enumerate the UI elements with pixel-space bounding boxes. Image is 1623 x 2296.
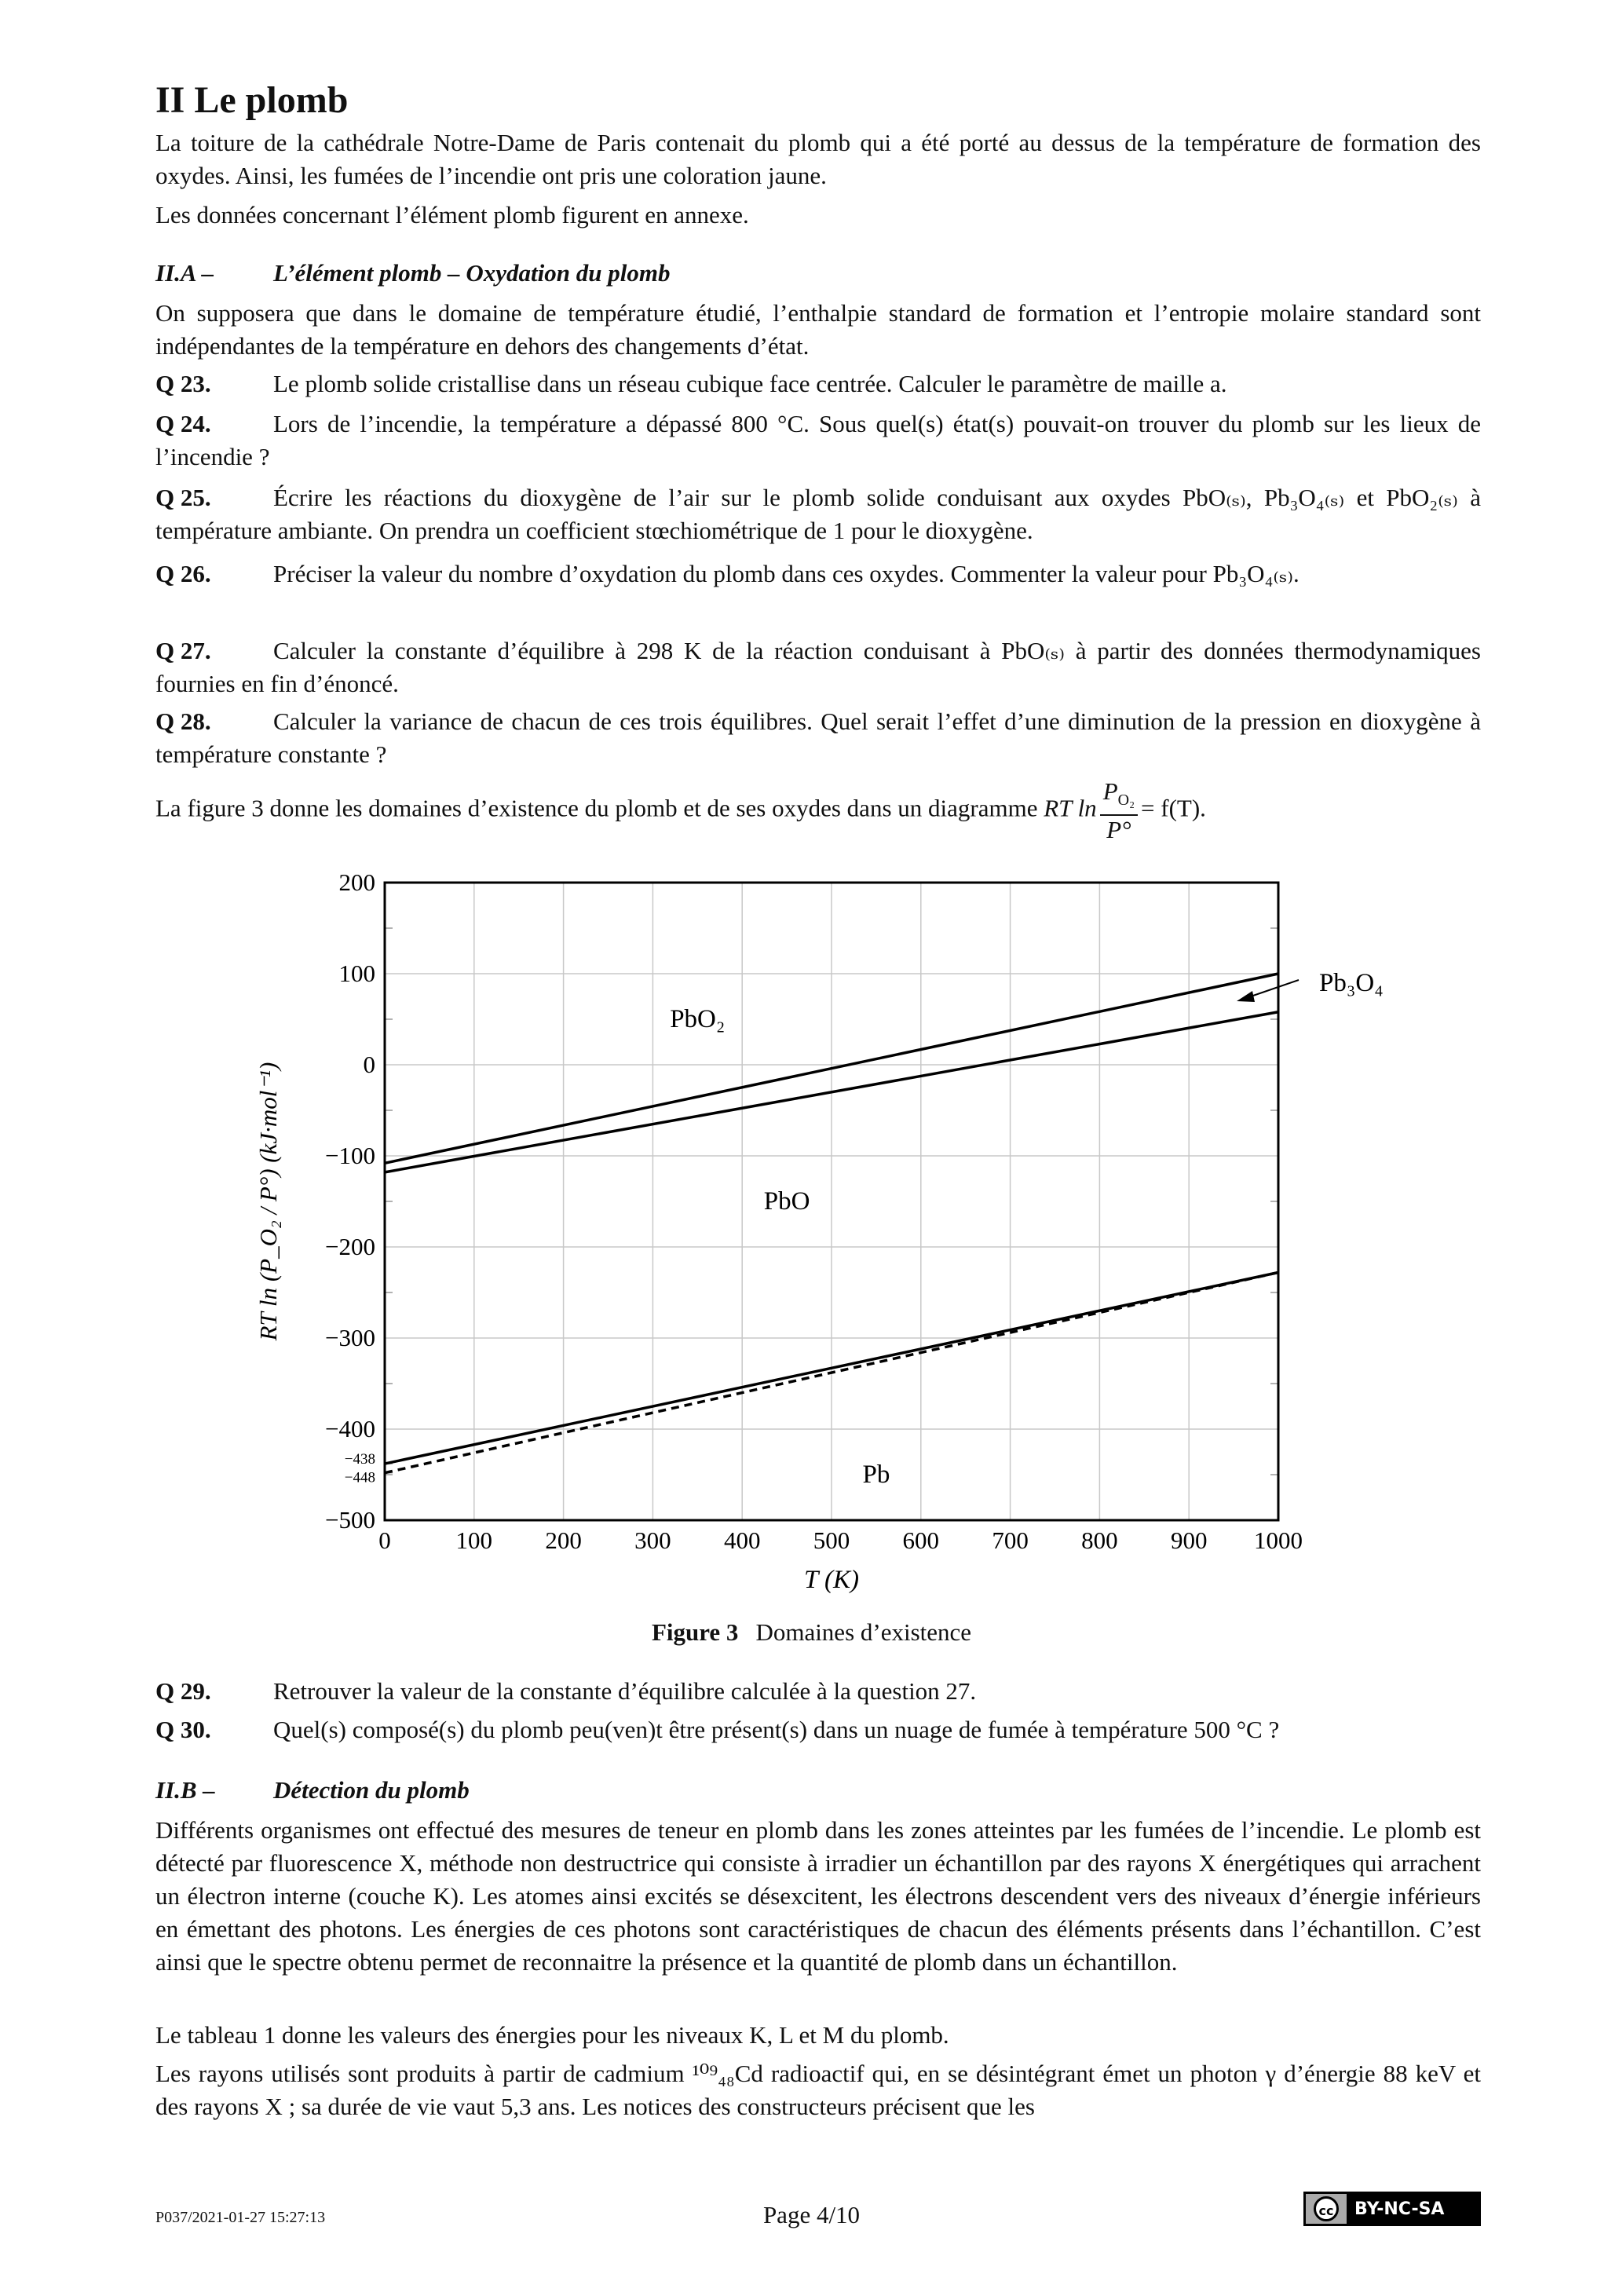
- figure-intro-text: La figure 3 donne les domaines d’existence du plomb et de ses oxydes dans un diagramme: [155, 794, 1038, 822]
- license-badge: [1303, 2192, 1481, 2226]
- y-tick-label: 0: [363, 1051, 375, 1078]
- region-label: PbO₂: [670, 1005, 726, 1033]
- subsection-b-cadmium: Les rayons utilisés sont produits à partir de cadmium ¹⁰⁹₄₈Cd radioactif qui, en se désintégrant émet un photon γ d’énergie 88 keV et des rayons X ; sa durée de vie vaut 5,3 ans. Les notices des constructeurs précisent que les: [155, 2060, 1481, 2120]
- subsection-a-paragraph: On supposera que dans le domaine de température étudié, l’enthalpie standard de formation et l’entropie molaire standard sont indépendantes de la température en dehors des changements d’état.: [155, 299, 1481, 360]
- question-label: Q 26.: [155, 560, 211, 587]
- x-tick-label: 900: [1170, 1526, 1208, 1554]
- question-30: [155, 1713, 1481, 1746]
- subsection-title: L’élément plomb – Oxydation du plomb: [273, 259, 671, 287]
- section-title: II Le plomb: [155, 79, 349, 121]
- annotation-arrow: [1248, 980, 1299, 997]
- x-tick-label: 700: [992, 1526, 1029, 1554]
- y-tick-label: −100: [325, 1142, 375, 1169]
- license-text: BY-NC-SA: [1354, 2199, 1445, 2219]
- question-label: Q 23.: [155, 370, 211, 397]
- figure-label: Figure 3: [651, 1618, 739, 1646]
- x-tick-label: 800: [1081, 1526, 1118, 1554]
- x-tick-label: 0: [378, 1526, 391, 1554]
- question-label: Q 24.: [155, 410, 211, 437]
- question-text: Calculer la constante d’équilibre à 298 K de la réaction conduisant à PbO₍ₛ₎ à partir des données thermodynamiques fournies en fin d’énoncé.: [155, 637, 1481, 697]
- subsection-number: II.A –: [155, 259, 214, 287]
- y-tick-label: −300: [325, 1324, 375, 1351]
- question-label: Q 29.: [155, 1677, 211, 1705]
- y-tick-label: 200: [338, 868, 375, 896]
- formula-denominator: P°: [1106, 816, 1131, 844]
- footer-reference: P037/2021-01-27 15:27:13: [155, 2209, 326, 2226]
- question-text: Retrouver la valeur de la constante d’équilibre calculée à la question 27.: [273, 1677, 977, 1705]
- region-label: Pb: [862, 1461, 890, 1489]
- question-text: Préciser la valeur du nombre d’oxydation du plomb dans ces oxydes. Commenter la valeur pour Pb₃O₄₍ₛ₎.: [273, 560, 1299, 587]
- question-label: Q 27.: [155, 637, 211, 664]
- question-label: Q 25.: [155, 484, 211, 511]
- region-label: PbO: [763, 1187, 810, 1216]
- formula-rt-ln: RT ln: [1044, 794, 1097, 822]
- x-axis-label: T (K): [804, 1566, 859, 1594]
- intro-paragraph-annex: Les données concernant l’élément plomb figurent en annexe.: [155, 201, 749, 229]
- y-extra-tick-label: −448: [344, 1469, 375, 1486]
- x-tick-label: 1000: [1254, 1526, 1303, 1554]
- x-tick-label: 200: [545, 1526, 582, 1554]
- question-text: Écrire les réactions du dioxygène de l’air sur le plomb solide conduisant aux oxydes PbO₍ₛ₎, Pb₃O₄₍ₛ₎ et PbO₂₍ₛ₎ à température ambiante. On prendra un coefficient stœchiométrique de 1 pour le dioxygène.: [155, 484, 1481, 544]
- question-text: Lors de l’incendie, la température a dépassé 800 °C. Sous quel(s) état(s) pouvait-on trouver du plomb sur les lieux de l’incendie ?: [155, 410, 1481, 470]
- arrowhead-icon: [1237, 991, 1255, 1002]
- cc-icon: cc: [1306, 2194, 1347, 2224]
- annotation-label: Pb₃O₄: [1319, 969, 1384, 997]
- question-label: Q 28.: [155, 707, 211, 735]
- question-29: [155, 1675, 1481, 1708]
- figure-caption: [0, 1616, 1623, 1649]
- question-text: Quel(s) composé(s) du plomb peu(ven)t être présent(s) dans un nuage de fumée à température 500 °C ?: [273, 1716, 1280, 1743]
- subsection-title: Détection du plomb: [273, 1776, 470, 1804]
- y-tick-label: −500: [325, 1506, 375, 1534]
- x-tick-label: 300: [634, 1526, 671, 1554]
- x-tick-label: 100: [455, 1526, 493, 1554]
- y-tick-label: −400: [325, 1415, 375, 1442]
- page-number: Page 4/10: [762, 2201, 861, 2228]
- formula-rhs: = f(T).: [1141, 794, 1206, 822]
- x-tick-label: 500: [813, 1526, 850, 1554]
- question-text: Le plomb solide cristallise dans un réseau cubique face centrée. Calculer le paramètre de maille a.: [273, 370, 1227, 397]
- y-tick-label: 100: [338, 960, 375, 987]
- x-tick-label: 600: [902, 1526, 940, 1554]
- y-tick-label: −200: [325, 1233, 375, 1260]
- y-extra-tick-label: −438: [344, 1451, 375, 1468]
- formula-numerator: P: [1102, 777, 1118, 805]
- x-tick-label: 400: [723, 1526, 761, 1554]
- y-axis-label: RT ln (P_O₂ / P°) (kJ·mol⁻¹): [254, 1062, 282, 1341]
- subsection-b-table-ref: Le tableau 1 donne les valeurs des énergies pour les niveaux K, L et M du plomb.: [155, 2021, 949, 2049]
- subsection-b-paragraph: Différents organismes ont effectué des mesures de teneur en plomb dans les zones atteintes par les fumées de l’incendie. Le plomb est détecté par fluorescence X, méthode non destructrice qui consiste à irradier un échantillon par des rayons X énergétiques qui arrachent un électron interne (couche K). Les atomes ainsi excités se désexcitent, les électrons descendent vers des niveaux d’énergie inférieurs en émettant des photons. Les énergies de ces photons sont caractéristiques de chacun des éléments présents dans l’échantillon. C’est ainsi que le spectre obtenu permet de reconnaitre la présence et la quantité de plomb dans un échantillon.: [155, 1816, 1481, 1976]
- subsection-b-heading: [155, 1774, 1481, 1807]
- formula-numerator-sub: O₂: [1117, 792, 1135, 810]
- question-label: Q 30.: [155, 1716, 211, 1743]
- intro-paragraph: La toiture de la cathédrale Notre-Dame de Paris contenait du plomb qui a été porté au dessus de la température de formation des oxydes. Ainsi, les fumées de l’incendie ont pris une coloration jaune.: [155, 129, 1481, 189]
- figure-caption-text: Domaines d’existence: [755, 1618, 972, 1646]
- question-text: Calculer la variance de chacun de ces trois équilibres. Quel serait l’effet d’une diminution de la pression en dioxygène à température constante ?: [155, 707, 1481, 768]
- subsection-number: II.B –: [155, 1776, 215, 1804]
